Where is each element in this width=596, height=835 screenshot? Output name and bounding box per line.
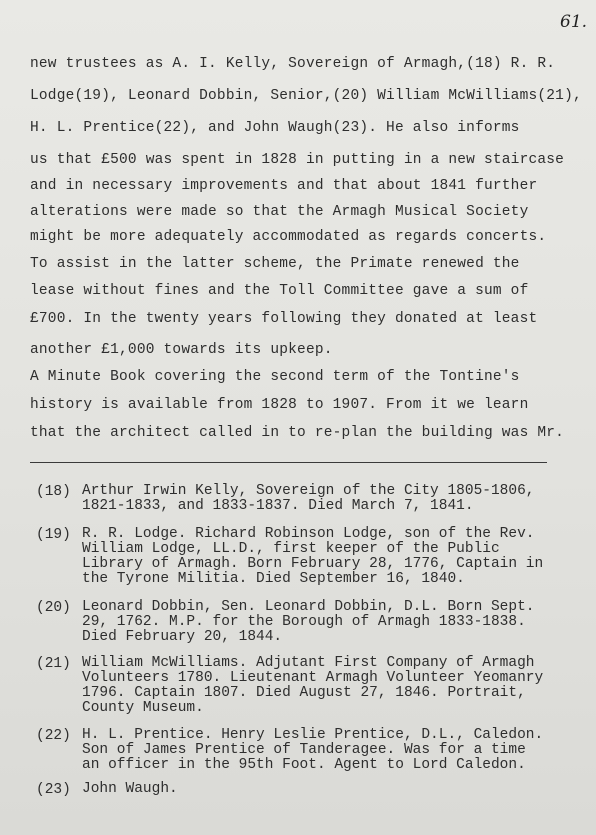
body-line: another £1,000 towards its upkeep. — [30, 342, 333, 358]
body-line: £700. In the twenty years following they donated at least — [30, 311, 538, 327]
body-line: history is available from 1828 to 1907. From it we learn — [30, 397, 529, 413]
body-line: Lodge(19), Leonard Dobbin, Senior,(20) William McWilliams(21), — [30, 88, 582, 104]
body-line: To assist in the latter scheme, the Primate renewed the — [30, 256, 520, 272]
footnote-line: the Tyrone Militia. Died September 16, 1840. — [82, 571, 465, 587]
footnote-number: (23) — [36, 782, 71, 798]
body-line: alterations were made so that the Armagh Musical Society — [30, 204, 529, 220]
footnote-number: (19) — [36, 527, 71, 543]
body-line: and in necessary improvements and that about 1841 further — [30, 178, 538, 194]
footnote-line: 29, 1762. M.P. for the Borough of Armagh 1833-1838. — [82, 614, 526, 630]
footnote-line: William Lodge, LL.D., first keeper of the Public — [82, 541, 500, 557]
footnote-line: 1821-1833, and 1833-1837. Died March 7, 1841. — [82, 498, 474, 514]
footnote-number: (22) — [36, 728, 71, 744]
body-line: might be more adequately accommodated as regards concerts. — [30, 229, 547, 245]
footnote-number: (20) — [36, 600, 71, 616]
footnote-line: an officer in the 95th Foot. Agent to Lord Caledon. — [82, 757, 526, 773]
footnote-line: William McWilliams. Adjutant First Company of Armagh — [82, 655, 535, 671]
body-line: H. L. Prentice(22), and John Waugh(23). He also informs — [30, 120, 520, 136]
footnote-number: (18) — [36, 484, 71, 500]
footnote-line: Library of Armagh. Born February 28, 1776, Captain in — [82, 556, 544, 572]
body-line: new trustees as A. I. Kelly, Sovereign of Armagh,(18) R. R. — [30, 56, 556, 72]
body-line: that the architect called in to re-plan the building was Mr. — [30, 425, 565, 441]
body-line: A Minute Book covering the second term of the Tontine's — [30, 369, 520, 385]
footnote-number: (21) — [36, 656, 71, 672]
body-line: us that £500 was spent in 1828 in putting in a new staircase — [30, 152, 565, 168]
footnote-line: R. R. Lodge. Richard Robinson Lodge, son of the Rev. — [82, 526, 535, 542]
footnote-line: John Waugh. — [82, 781, 178, 797]
footnote-line: H. L. Prentice. Henry Leslie Prentice, D.L., Caledon. — [82, 727, 544, 743]
footnote-line: Died February 20, 1844. — [82, 629, 283, 645]
footnote-line: 1796. Captain 1807. Died August 27, 1846. Portrait, — [82, 685, 526, 701]
footnote-line: County Museum. — [82, 700, 204, 716]
footnote-line: Son of James Prentice of Tanderagee. Was for a time — [82, 742, 526, 758]
body-line: lease without fines and the Toll Committee gave a sum of — [30, 283, 529, 299]
page-number: 61. — [560, 12, 588, 32]
footnote-divider — [30, 462, 547, 463]
footnote-line: Volunteers 1780. Lieutenant Armagh Volunteer Yeomanry — [82, 670, 544, 686]
footnote-line: Arthur Irwin Kelly, Sovereign of the City 1805-1806, — [82, 483, 535, 499]
footnote-line: Leonard Dobbin, Sen. Leonard Dobbin, D.L. Born Sept. — [82, 599, 535, 615]
